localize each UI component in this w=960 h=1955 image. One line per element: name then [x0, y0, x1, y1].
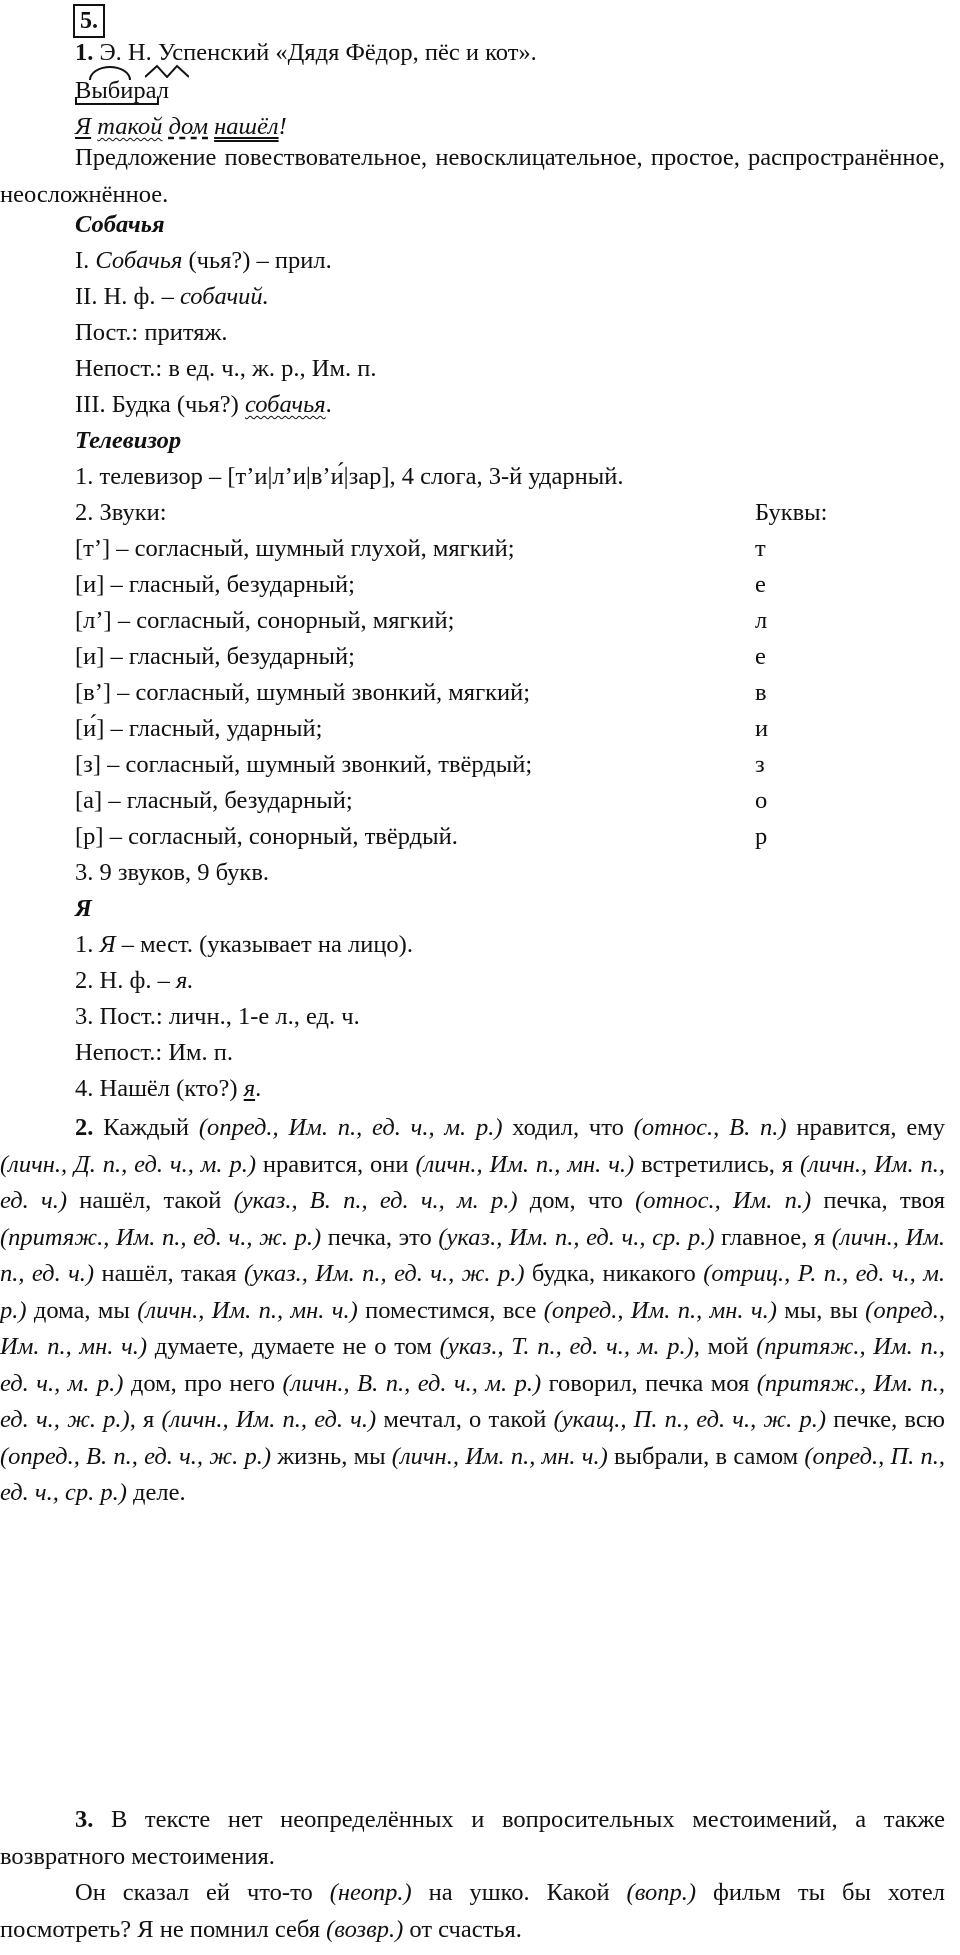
pronoun-annotation: (личн., Им. п., ед. ч.): [161, 1406, 377, 1433]
pronoun-annotation: (опред., В. п., ед. ч., ж. р.): [0, 1442, 271, 1470]
sobachya-l2-pre: II. Н. ф. –: [75, 283, 181, 310]
text-fragment: думаете, думаете не о том: [147, 1333, 440, 1360]
letter-cell: и: [755, 715, 769, 742]
pronoun-annotation: (укащ., П. п., ед. ч., ж. р.): [553, 1406, 827, 1433]
text-fragment: главное, я: [714, 1223, 832, 1251]
pronoun-annotation: (отриц., Р. п., ед. ч., м. р.): [0, 1260, 945, 1324]
sound-description: [и] – гласный, безударный;: [75, 643, 355, 670]
text-fragment: мы, вы: [776, 1296, 866, 1324]
text-fragment: дом, про него: [123, 1369, 283, 1397]
morph-word-text: Выбирал: [75, 77, 169, 104]
heading-sobachya: Собачья: [75, 211, 165, 238]
sobachya-l5-pre: III. Будка (чья?): [75, 391, 245, 418]
text-fragment: поместимся, все: [357, 1296, 544, 1324]
letter-cell: з: [755, 751, 765, 778]
text-fragment: ходил, что: [502, 1114, 634, 1141]
text-fragment: печка, это: [321, 1223, 439, 1251]
ya-l1-word: Я: [99, 931, 116, 958]
sound-description: [а] – гласный, безударный;: [75, 787, 353, 814]
sobachya-line-2: [75, 282, 269, 312]
ya-line-1: [75, 930, 413, 960]
sobachya-l5-word: собачья: [244, 391, 326, 418]
pronoun-annotation: (личн., Им. п., ед. ч.): [0, 1223, 946, 1287]
sobachya-l1-word: Собачья: [95, 247, 183, 274]
subject: Я: [75, 113, 92, 140]
text-fragment: нашёл, такая: [94, 1260, 244, 1287]
morph-word: [75, 76, 169, 106]
sobachya-l2-word: собачий.: [180, 283, 269, 310]
pronoun-annotation: (указ., Им. п., ед. ч., ж. р.): [243, 1260, 525, 1287]
pronoun-annotation: (личн., Им. п., мн. ч.): [415, 1150, 635, 1178]
suffix-mark: [145, 64, 189, 78]
task1-number: 1.: [75, 39, 94, 66]
morphemic-analysis: [75, 76, 169, 106]
televizor-transcription: 1. телевизор – [т’и|л’и|в’и́|зар], 4 слога, 3-й ударный.: [75, 463, 624, 490]
text-fragment: печка, твоя: [811, 1187, 945, 1214]
parsed-sentence: [75, 112, 287, 142]
ya-line-2: [75, 966, 193, 996]
pronoun-annotation: (опред., Им. п., ед. ч., м. р.): [198, 1114, 503, 1141]
pronoun-annotation: (вопр.): [626, 1879, 697, 1906]
pronoun-annotation: (опред., Им. п., мн. ч.): [0, 1296, 945, 1360]
letter-cell: р: [755, 823, 768, 850]
sound-description: [л’] – согласный, сонорный, мягкий;: [75, 607, 455, 634]
root-arc: [89, 66, 131, 80]
televizor-summary: 3. 9 звуков, 9 букв.: [75, 859, 270, 886]
text-fragment: встретились, я: [634, 1150, 800, 1178]
predicate: нашёл: [214, 113, 279, 140]
ya-l5-pre: 4. Нашёл (кто?): [75, 1075, 244, 1102]
attribute: такой: [97, 113, 163, 140]
heading-televizor: Телевизор: [75, 427, 182, 454]
sobachya-l5-end: .: [325, 391, 332, 418]
sound-description: [и́] – гласный, ударный;: [75, 715, 323, 742]
pronoun-annotation: (личн., Д. п., ед. ч., м. р.): [0, 1150, 256, 1178]
ya-l1-pre: 1.: [75, 931, 100, 958]
heading-ya: Я: [75, 895, 92, 922]
text-fragment: нравится, ему: [786, 1114, 945, 1141]
ya-l5-end: .: [255, 1075, 262, 1102]
pronoun-annotation: (указ., В. п., ед. ч., м. р.): [233, 1187, 518, 1214]
sentence-analysis-text: Предложение повествовательное, невосклицательное, простое, распространённое, неосложнённое.: [0, 144, 945, 208]
text-fragment: нашёл, такой: [66, 1187, 234, 1214]
text-fragment: дом, что: [517, 1187, 636, 1214]
pronoun-annotation: (относ., Им. п.): [635, 1187, 812, 1214]
sound-description: [р] – согласный, сонорный, твёрдый.: [75, 823, 458, 850]
text-fragment: от счастья.: [403, 1915, 522, 1943]
letter-cell: о: [755, 787, 768, 814]
text-fragment: печке, всю: [826, 1406, 945, 1433]
object: дом: [168, 113, 208, 140]
text-fragment: на ушко. Какой: [411, 1879, 627, 1906]
text-fragment: , мой: [693, 1333, 757, 1360]
sobachya-l1-roman: I.: [75, 247, 96, 274]
letter-cell: е: [755, 643, 766, 670]
task3-number: 3.: [75, 1806, 94, 1833]
task2-text: [0, 1110, 945, 1512]
pronoun-annotation: (опред., Им. п., мн. ч.): [543, 1296, 777, 1324]
pronoun-annotation: (личн., Им. п., ед. ч.): [0, 1150, 945, 1214]
sounds-header: 2. Звуки:: [75, 499, 167, 526]
ya-line-4: Непост.: Им. п.: [75, 1039, 234, 1066]
letter-cell: л: [755, 607, 768, 634]
letter-cell: е: [755, 571, 766, 598]
text-fragment: будка, никакого: [524, 1260, 704, 1287]
pronoun-annotation: (личн., В. п., ед. ч., м. р.): [282, 1369, 542, 1397]
sobachya-line-3: Пост.: притяж.: [75, 319, 228, 346]
ya-line-5: [75, 1074, 261, 1104]
pronoun-annotation: (притяж., Им. п., ед. ч., м. р.): [0, 1333, 945, 1397]
ya-l1-rest: – мест. (указывает на лицо).: [115, 931, 413, 958]
task2-number: 2.: [75, 1114, 94, 1141]
text-fragment: , я: [129, 1406, 162, 1433]
pronoun-annotation: (притяж., Им. п., ед. ч., ж. р.): [0, 1223, 322, 1251]
pronoun-annotation: (личн., Им. п., мн. ч.): [391, 1442, 608, 1470]
sound-description: [т’] – согласный, шумный глухой, мягкий;: [75, 535, 515, 562]
sound-description: [з] – согласный, шумный звонкий, твёрдый;: [75, 751, 533, 778]
base-underline: [75, 97, 159, 105]
pronoun-annotation: (неопр.): [329, 1879, 412, 1906]
letter-cell: в: [755, 679, 767, 706]
letters-header: Буквы:: [755, 499, 828, 526]
ya-l5-word: я: [243, 1075, 256, 1102]
task3-statement: В тексте нет неопределённых и вопросительных местоимений, а также возвратного местоимения.: [0, 1806, 945, 1870]
text-fragment: нравится, они: [255, 1150, 416, 1178]
text-fragment: фильм ты бы хотел посмотреть? Я не помнил себя: [0, 1879, 945, 1943]
sobachya-line-5: [75, 390, 332, 420]
text-fragment: Он сказал ей что-то: [75, 1879, 330, 1906]
ya-line-3: 3. Пост.: личн., 1-е л., ед. ч.: [75, 1003, 360, 1030]
sentence-end: !: [278, 113, 287, 140]
text-fragment: выбрали, в самом: [607, 1442, 805, 1470]
text-fragment: говорил, печка моя: [541, 1369, 757, 1397]
text-fragment: мечтал, о такой: [376, 1406, 554, 1433]
sobachya-line-1: [75, 246, 332, 276]
ya-l2-word: я.: [175, 967, 194, 994]
ya-l2-pre: 2. Н. ф. –: [75, 967, 176, 994]
task1-source: Э. Н. Успенский «Дядя Фёдор, пёс и кот».: [93, 39, 537, 66]
task3-text: [0, 1802, 945, 1875]
sobachya-line-4: Непост.: в ед. ч., ж. р., Им. п.: [75, 355, 377, 382]
task3-paragraph: [0, 1802, 945, 1948]
exercise-number: 5.: [73, 4, 105, 38]
letter-cell: т: [755, 535, 766, 562]
pronoun-annotation: (относ., В. п.): [633, 1114, 787, 1141]
pronoun-annotation: (возвр.): [326, 1915, 404, 1943]
text-fragment: Каждый: [93, 1114, 199, 1141]
task3-examples: [0, 1875, 945, 1948]
sobachya-l1-rest: (чья?) – прил.: [182, 247, 332, 274]
sound-description: [и] – гласный, безударный;: [75, 571, 355, 598]
text-fragment: дома, мы: [26, 1296, 138, 1324]
sound-description: [в’] – согласный, шумный звонкий, мягкий;: [75, 679, 531, 706]
text-fragment: деле.: [126, 1479, 186, 1506]
pronoun-annotation: (личн., Им. п., мн. ч.): [137, 1296, 358, 1324]
text-fragment: жизнь, мы: [270, 1442, 392, 1470]
task2-paragraph: [0, 1110, 945, 1512]
pronoun-annotation: (опред., П. п., ед. ч., ср. р.): [0, 1442, 945, 1506]
pronoun-annotation: (указ., Т. п., ед. ч., м. р.): [439, 1333, 694, 1360]
pronoun-annotation: (притяж., Им. п., ед. ч., ж. р.): [0, 1369, 945, 1433]
pronoun-annotation: (указ., Им. п., ед. ч., ср. р.): [438, 1223, 715, 1251]
sentence-analysis: [0, 140, 945, 213]
